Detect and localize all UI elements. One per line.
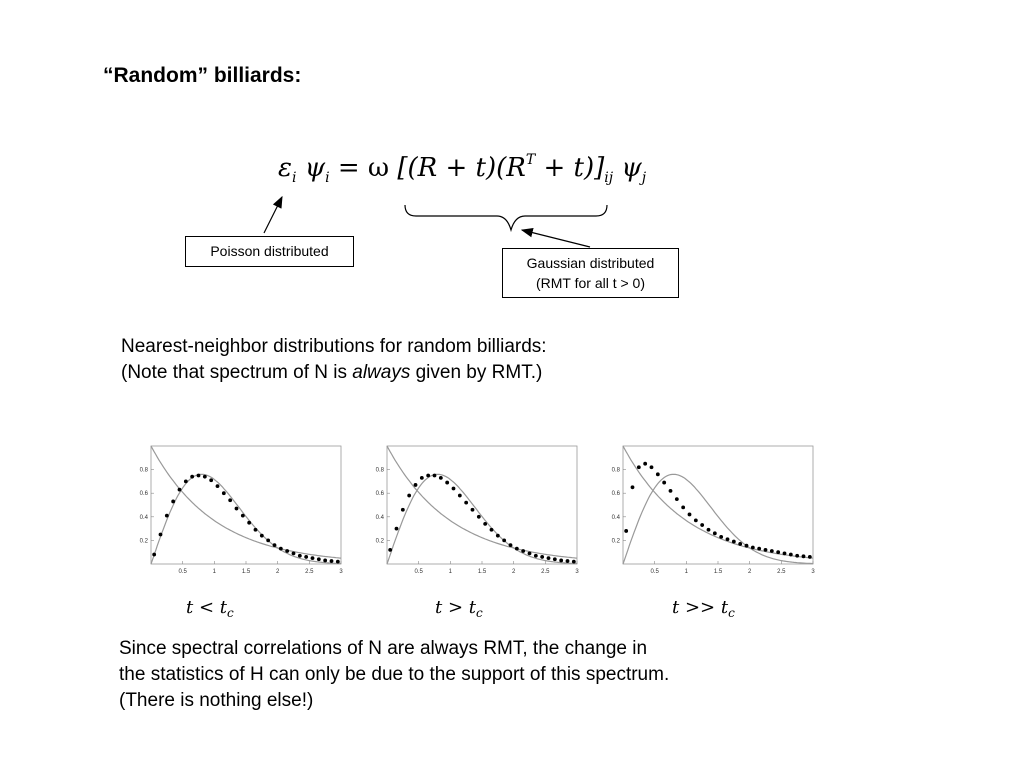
data-point	[292, 551, 296, 555]
data-point	[643, 462, 647, 466]
data-point	[317, 557, 321, 561]
nearest-neighbor-text: Nearest-neighbor distributions for random billiards: (Note that spectrum of N is always given by RMT.)	[121, 336, 547, 383]
plot-label-3: $t >> t_c$	[672, 597, 735, 620]
data-point	[401, 508, 405, 512]
x-tick-label: 0.5	[414, 569, 423, 575]
x-tick-label: 1	[448, 569, 453, 575]
data-point	[228, 498, 232, 502]
data-point	[707, 528, 711, 532]
data-point	[694, 518, 698, 522]
data-point	[407, 494, 411, 498]
data-point	[279, 547, 283, 551]
data-point	[572, 560, 576, 564]
data-point	[521, 549, 525, 553]
x-tick-label: 2.5	[777, 569, 786, 575]
y-tick-label: 0.2	[139, 538, 148, 545]
data-point	[795, 554, 799, 558]
y-tick-label: 0.4	[611, 514, 620, 521]
data-point	[509, 543, 513, 547]
data-point	[247, 521, 251, 525]
data-point	[285, 549, 289, 553]
data-point	[547, 556, 551, 560]
plot-label-1: $t < t_c$	[186, 597, 234, 620]
data-point	[203, 475, 207, 479]
data-point	[426, 474, 430, 478]
data-point	[330, 559, 334, 563]
data-point	[273, 543, 277, 547]
y-tick-label: 0.8	[375, 467, 384, 474]
data-point	[732, 540, 736, 544]
data-point	[197, 474, 201, 478]
y-tick-label: 0.2	[375, 538, 384, 545]
x-tick-label: 1	[684, 569, 689, 575]
poisson-label: Poisson distributed	[185, 236, 354, 267]
x-tick-label: 2	[511, 569, 516, 575]
matrix-brace	[405, 205, 607, 230]
data-point	[637, 465, 641, 469]
data-point	[631, 485, 635, 489]
y-tick-label: 0.6	[611, 491, 620, 498]
data-point	[235, 507, 239, 511]
data-point	[222, 491, 226, 495]
data-point	[477, 515, 481, 519]
data-point	[445, 481, 449, 485]
poisson-arrow	[264, 197, 282, 233]
data-point	[669, 489, 673, 493]
data-point	[171, 500, 175, 504]
data-point	[662, 481, 666, 485]
data-point	[304, 555, 308, 559]
data-point	[165, 514, 169, 518]
x-tick-label: 0.5	[650, 569, 659, 575]
plot-t-less-tc	[120, 440, 345, 580]
data-point	[266, 539, 270, 543]
data-point	[700, 523, 704, 527]
data-point	[439, 476, 443, 480]
data-point	[770, 549, 774, 553]
data-point	[452, 487, 456, 491]
data-point	[458, 494, 462, 498]
data-point	[490, 528, 494, 532]
data-point	[566, 559, 570, 563]
data-point	[496, 534, 500, 538]
x-tick-label: 3	[575, 569, 579, 575]
data-point	[464, 501, 468, 505]
data-point	[388, 548, 392, 552]
data-point	[802, 554, 806, 558]
data-point	[420, 476, 424, 480]
y-tick-label: 0.6	[139, 491, 148, 498]
plot-frame	[623, 446, 813, 564]
data-point	[260, 534, 264, 538]
x-tick-label: 0.5	[178, 569, 187, 575]
data-point	[745, 544, 749, 548]
x-tick-label: 2.5	[541, 569, 550, 575]
data-point	[757, 547, 761, 551]
data-point	[152, 553, 156, 557]
x-tick-label: 3	[811, 569, 815, 575]
x-tick-label: 1	[212, 569, 217, 575]
data-point	[713, 531, 717, 535]
y-tick-label: 0.4	[139, 514, 148, 521]
gaussian-arrow	[522, 230, 590, 247]
data-point	[159, 533, 163, 537]
data-point	[515, 547, 519, 551]
data-point	[241, 514, 245, 518]
data-point	[190, 475, 194, 479]
data-point	[559, 559, 563, 563]
slide-title: “Random” billiards:	[103, 64, 302, 87]
x-tick-label: 2.5	[305, 569, 314, 575]
data-point	[528, 551, 532, 555]
equation: $\varepsilon_i$ $\psi_i = \omega$ $[(R + t)(R^T + t)]_{ij}$ $\psi_j$	[278, 152, 647, 186]
conclusion-text: Since spectral correlations of N are always RMT, the change in the statistics of H can only be due to the support of this spectrum. (There is nothing else!)	[119, 638, 670, 711]
data-point	[553, 557, 557, 561]
data-point	[751, 546, 755, 550]
y-tick-label: 0.4	[375, 514, 384, 521]
x-tick-label: 1.5	[713, 569, 723, 575]
y-tick-label: 0.2	[611, 538, 620, 545]
data-point	[764, 548, 768, 552]
data-point	[178, 488, 182, 492]
y-tick-label: 0.6	[375, 491, 384, 498]
data-point	[395, 527, 399, 531]
data-point	[433, 474, 437, 478]
plot-frame	[151, 446, 341, 564]
data-point	[254, 528, 258, 532]
x-tick-label: 2	[747, 569, 752, 575]
data-point	[650, 465, 654, 469]
gaussian-label: Gaussian distributed (RMT for all t > 0)	[502, 248, 679, 298]
data-point	[726, 537, 730, 541]
data-point	[656, 472, 660, 476]
data-point	[534, 554, 538, 558]
plot-t-much-greater-tc	[592, 440, 817, 580]
data-point	[681, 505, 685, 509]
data-point	[184, 480, 188, 484]
data-point	[688, 513, 692, 517]
y-tick-label: 0.8	[611, 467, 620, 474]
data-point	[323, 559, 327, 563]
data-point	[209, 478, 213, 482]
x-tick-label: 1.5	[241, 569, 251, 575]
data-point	[311, 556, 315, 560]
x-tick-label: 2	[275, 569, 280, 575]
data-point	[471, 508, 475, 512]
plot-t-greater-tc	[356, 440, 581, 580]
data-point	[789, 553, 793, 557]
data-point	[483, 522, 487, 526]
data-point	[738, 542, 742, 546]
data-point	[502, 539, 506, 543]
data-point	[624, 529, 628, 533]
x-tick-label: 3	[339, 569, 343, 575]
data-point	[675, 497, 679, 501]
y-tick-label: 0.8	[139, 467, 148, 474]
plot-label-2: $t > t_c$	[435, 597, 483, 620]
data-point	[336, 560, 340, 564]
data-point	[298, 554, 302, 558]
data-point	[776, 550, 780, 554]
data-point	[216, 484, 220, 488]
data-point	[540, 555, 544, 559]
data-point	[414, 483, 418, 487]
data-point	[783, 551, 787, 555]
data-point	[719, 535, 723, 539]
data-point	[808, 555, 812, 559]
x-tick-label: 1.5	[477, 569, 487, 575]
plot-frame	[387, 446, 577, 564]
